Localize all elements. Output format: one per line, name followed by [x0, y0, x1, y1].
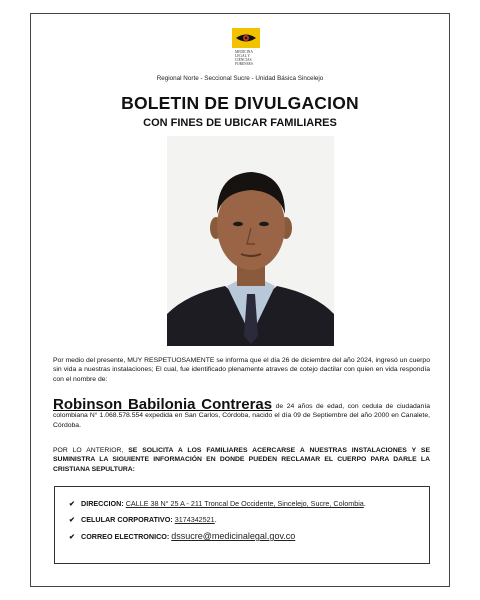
contact-label: DIRECCION:: [81, 499, 124, 508]
logo-text-line: MEDICINA: [235, 50, 253, 54]
eye-icon: [235, 33, 257, 43]
contact-label: CORREO ELECTRONICO:: [81, 532, 170, 541]
logo-mark: [232, 28, 260, 48]
identity-details: de 24 años de edad, con cedula de ciudadanía colombiana N° 1.068.578.554 expedida en San Carlos, Córdoba, nacido el día 09 de Septiembre del año 2000 en Canalete, Córdoba.: [53, 403, 430, 429]
notice-paragraph: Por medio del presente, MUY RESPETUOSAMENTE se informa que el día 26 de diciembre del año 2024, ingresó un cuerpo sin vida a nuestras instalaciones; El cual, fue identificado plenamente atraves de cotejo dactilar con quien en vida respondía con el nombre de:: [53, 357, 430, 383]
logo-text-line: FORENSES: [235, 62, 253, 66]
contact-phone: ✔ CELULAR CORPORATIVO: 3174342521.: [69, 515, 217, 524]
medicina-legal-logo: [232, 28, 260, 78]
request-paragraph: [53, 446, 430, 474]
contact-label: CELULAR CORPORATIVO:: [81, 515, 173, 524]
bulletin-page: [30, 13, 450, 587]
person-photo: [167, 136, 334, 346]
check-icon: ✔: [69, 499, 76, 508]
email-link[interactable]: dssucre@medicinalegal.gov.co: [171, 531, 296, 541]
check-icon: ✔: [69, 532, 76, 541]
logo-text-line: CIENCIAS: [235, 58, 252, 62]
person-portrait-icon: [167, 136, 334, 346]
request-text: SE SOLICITA A LOS FAMILIARES ACERCARSE A NUESTRAS INSTALACIONES Y SE SUMINISTRA LA SIGUIENTE INFORMACIÓN EN DONDE PUEDEN RECLAMAR EL CUERPO PARA DARLE LA CRISTIANA SEPULTURA:: [53, 447, 430, 473]
logo-text-line: LEGAL Y: [235, 54, 251, 58]
page-title: BOLETIN DE DIVULGACION: [121, 93, 359, 113]
page-subtitle: CON FINES DE UBICAR FAMILIARES: [143, 117, 337, 129]
request-intro: POR LO ANTERIOR,: [53, 447, 129, 454]
contact-address: ✔ DIRECCION: CALLE 38 N° 25 A - 211 Troncal De Occidente, Sincelejo, Sucre, Colombia.: [69, 499, 366, 508]
contact-email: [69, 531, 295, 541]
phone-value: 3174342521: [174, 515, 215, 524]
address-value: CALLE 38 N° 25 A - 211 Troncal De Occidente, Sincelejo, Sucre, Colombia: [125, 499, 364, 508]
contact-box: [54, 486, 430, 564]
region-line: Regional Norte - Seccional Sucre - Unidad Básica Sincelejo: [156, 75, 324, 82]
logo-text: [235, 50, 265, 66]
person-name: Robinson Babilonia Contreras: [53, 396, 273, 413]
check-icon: ✔: [69, 515, 76, 524]
identity-paragraph: [53, 396, 430, 430]
